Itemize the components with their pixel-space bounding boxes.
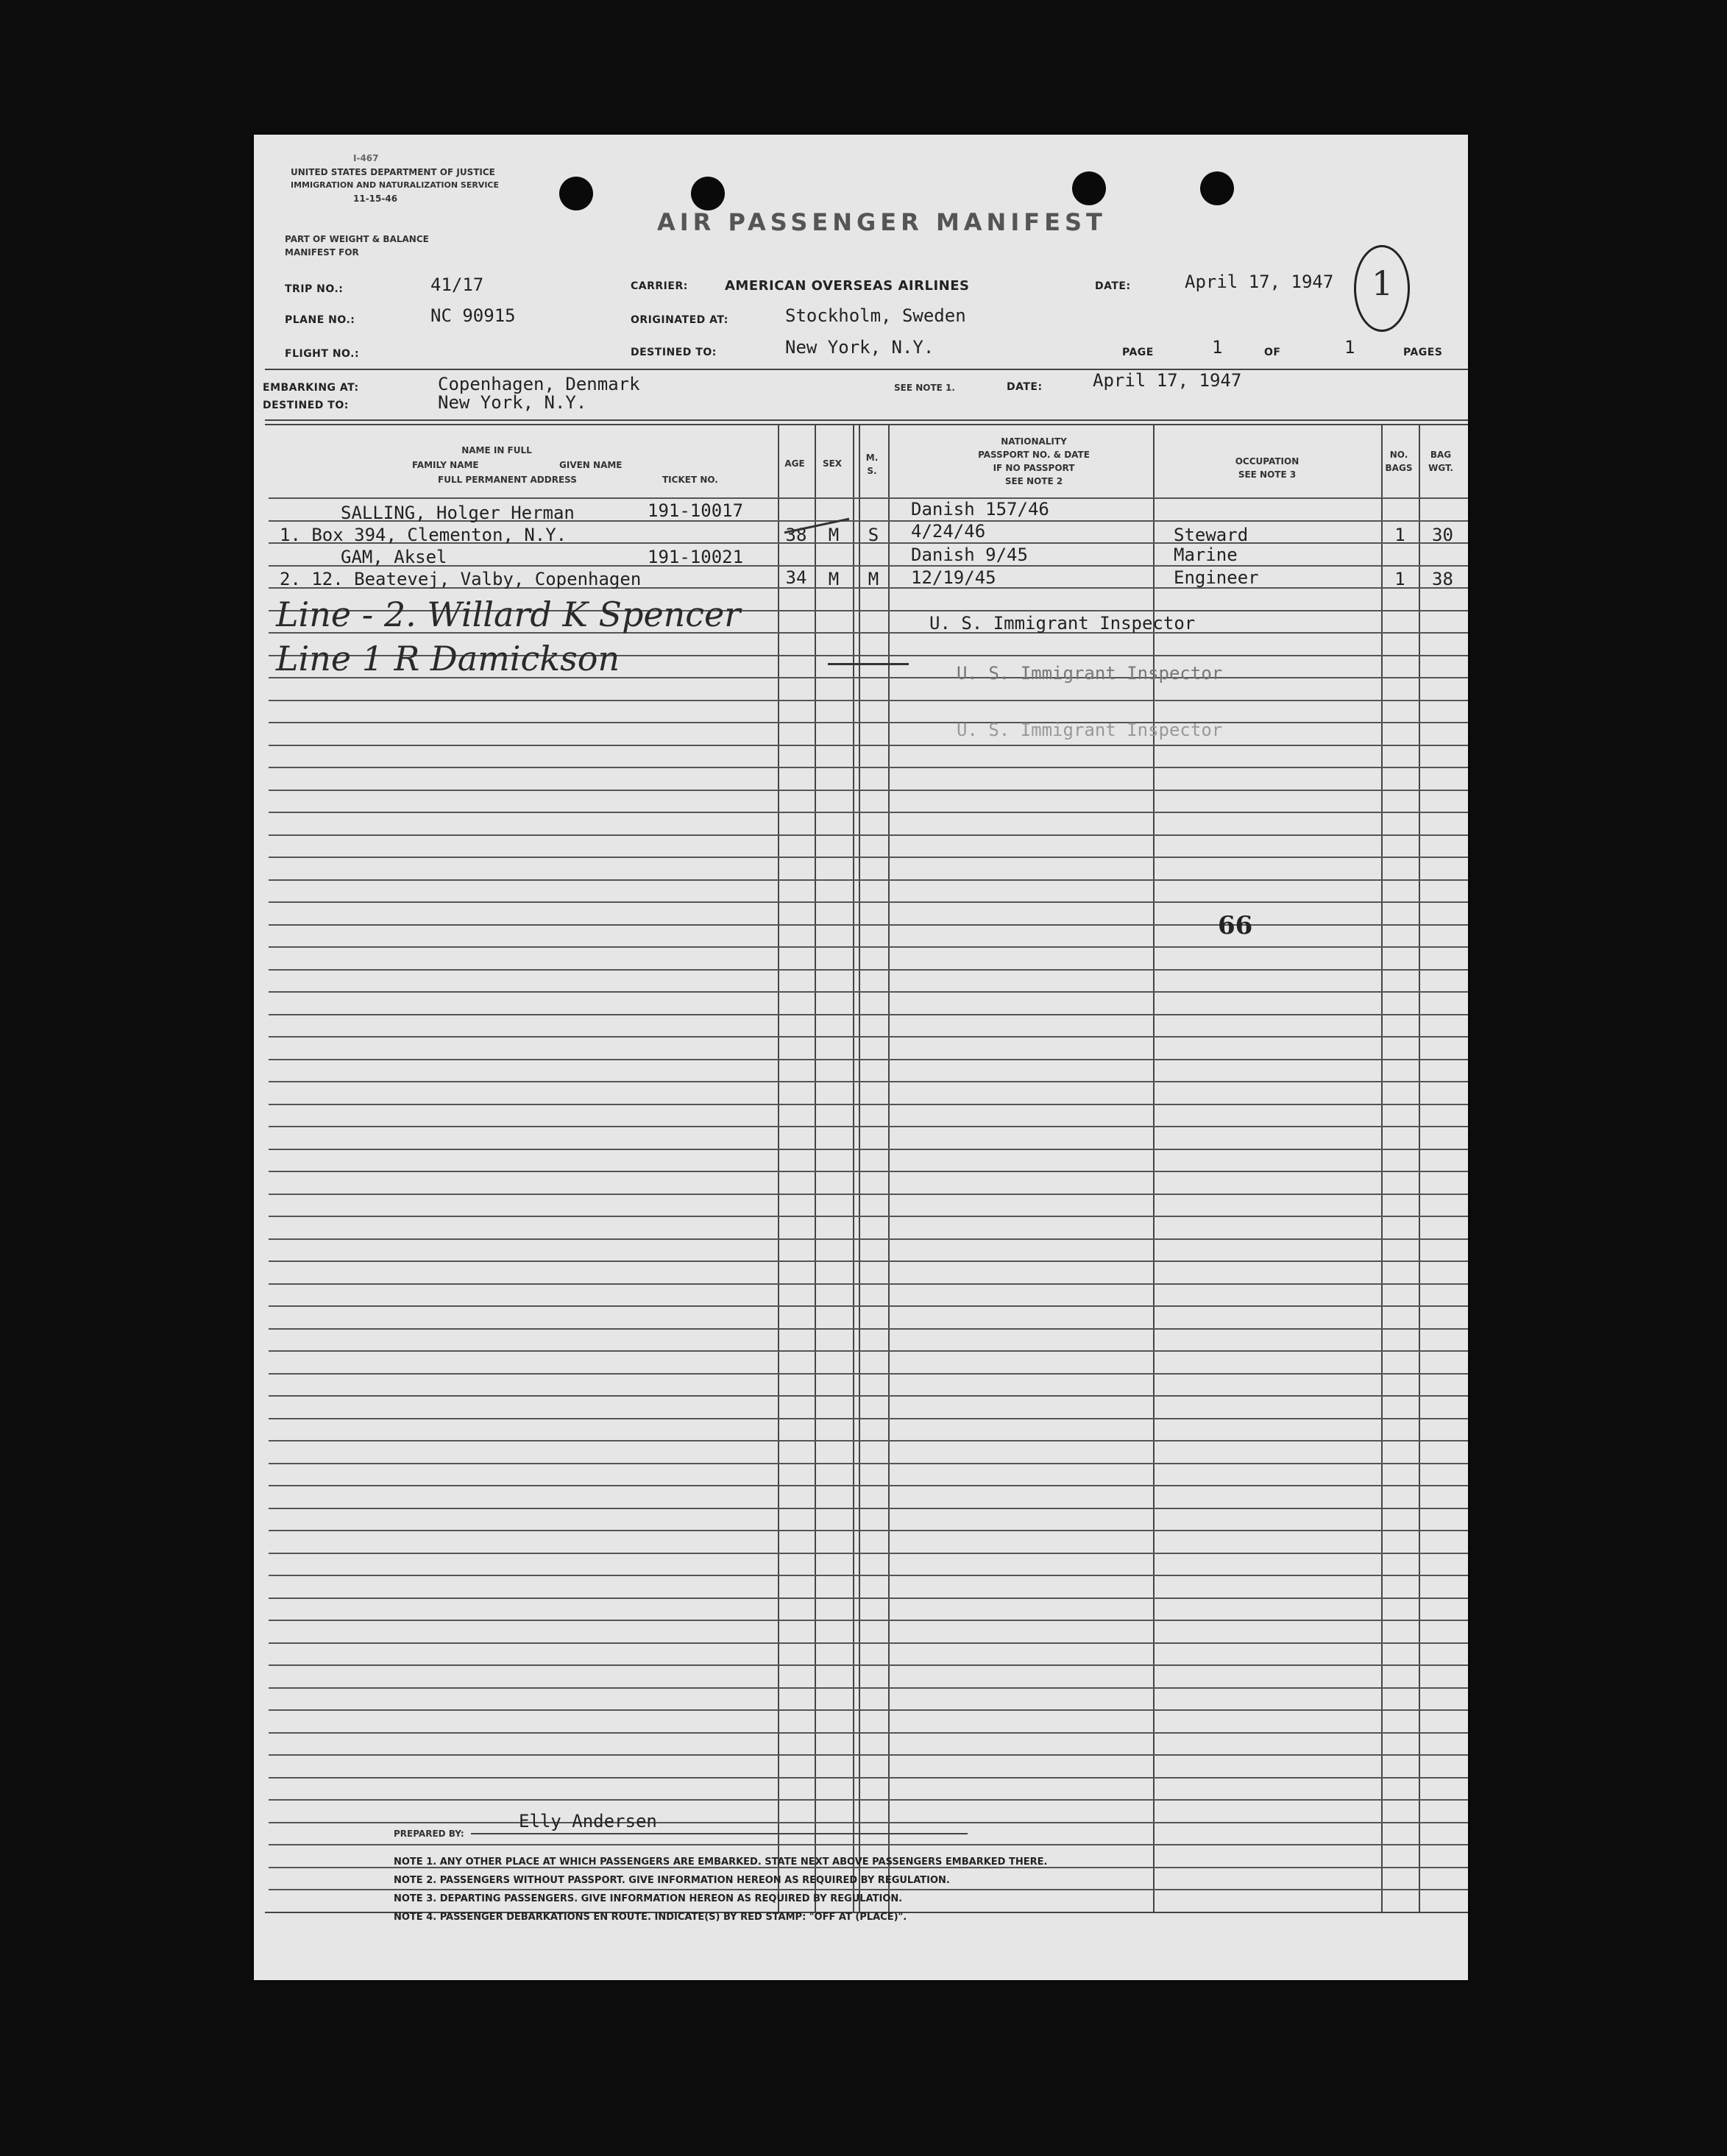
row-line — [269, 1889, 1468, 1890]
row-line — [269, 1732, 1468, 1734]
passenger-2-weight: 38 — [1432, 569, 1453, 589]
col-header-nat-2: PASSPORT NO. & DATE — [978, 450, 1090, 460]
passenger-2-marital: M — [868, 569, 879, 589]
passenger-1-address: 1. Box 394, Clementon, N.Y. — [280, 525, 567, 545]
punch-hole — [691, 177, 725, 210]
row-line — [269, 790, 1468, 791]
col-header-bags-2: BAGS — [1385, 463, 1413, 473]
passenger-1-passport: Danish 157/46 — [911, 499, 1049, 520]
handwritten-annotation-1: Line - 2. Willard K Spencer — [276, 595, 741, 634]
row-line — [269, 1844, 1468, 1845]
punch-hole — [559, 177, 593, 210]
row-line — [269, 1238, 1468, 1240]
row-line — [269, 1194, 1468, 1195]
row-line — [269, 1305, 1468, 1307]
row-line — [269, 745, 1468, 746]
row-line — [269, 1328, 1468, 1330]
row-line — [269, 497, 1468, 499]
row-line — [269, 1709, 1468, 1711]
embark-date-label: DATE: — [1007, 381, 1043, 393]
row-line — [269, 1440, 1468, 1442]
strike-mark — [828, 663, 909, 665]
passenger-2-name: GAM, Aksel — [341, 547, 447, 567]
col-header-ms-2: S. — [867, 466, 877, 476]
col-header-age: AGE — [784, 458, 805, 469]
row-line — [269, 1126, 1468, 1127]
col-header-bags-1: NO. — [1389, 450, 1408, 460]
row-line — [269, 812, 1468, 813]
form-number: I-467 — [353, 153, 379, 163]
see-note-label: SEE NOTE 1. — [894, 383, 955, 393]
footer-note-3: NOTE 3. DEPARTING PASSENGERS. GIVE INFORMATION HEREON AS REQUIRED BY REGULATION. — [394, 1893, 903, 1904]
row-line — [269, 1508, 1468, 1509]
page-mark-number: 1 — [1372, 263, 1394, 303]
of-value: 1 — [1344, 337, 1355, 358]
col-header-ticket: TICKET NO. — [662, 475, 718, 485]
row-line — [269, 1664, 1468, 1666]
row-line — [269, 1059, 1468, 1060]
passenger-2-occupation-1: Marine — [1174, 545, 1238, 565]
row-line — [269, 1171, 1468, 1172]
of-label: OF — [1264, 347, 1281, 358]
form-date: 11-15-46 — [353, 194, 398, 204]
row-line — [269, 1777, 1468, 1779]
department-line-1: UNITED STATES DEPARTMENT OF JUSTICE — [291, 167, 495, 177]
row-line — [269, 722, 1468, 723]
row-line — [269, 1283, 1468, 1285]
pages-label: PAGES — [1403, 347, 1443, 358]
destined-label: DESTINED TO: — [631, 347, 717, 358]
row-line — [269, 834, 1468, 836]
col-header-nat-1: NATIONALITY — [1001, 436, 1067, 447]
row-line — [269, 1620, 1468, 1621]
punch-hole — [1072, 171, 1106, 205]
row-line — [269, 1395, 1468, 1397]
row-line — [269, 1754, 1468, 1756]
row-line — [269, 1598, 1468, 1599]
row-line — [269, 767, 1468, 768]
passenger-2-passport: Danish 9/45 — [911, 545, 1028, 565]
row-line — [269, 1799, 1468, 1801]
page-value: 1 — [1212, 337, 1223, 358]
part-of-line-1: PART OF WEIGHT & BALANCE — [285, 234, 429, 244]
col-divider-age — [778, 424, 779, 1912]
footer-note-2: NOTE 2. PASSENGERS WITHOUT PASSPORT. GIVE INFORMATION HEREON AS REQUIRED BY REGULATION. — [394, 1875, 950, 1886]
col-divider-occ — [1153, 424, 1155, 1912]
row-line — [269, 901, 1468, 903]
col-divider-sex — [815, 424, 816, 1912]
col-divider-bags — [1381, 424, 1383, 1912]
row-line — [269, 1418, 1468, 1419]
prepared-by-value: Elly Andersen — [519, 1811, 657, 1831]
row-line — [269, 969, 1468, 971]
row-line — [269, 946, 1468, 948]
table-top-rule-1 — [265, 419, 1468, 421]
passenger-2-age: 34 — [785, 567, 807, 588]
stamp-number: 66 — [1218, 911, 1253, 940]
passenger-2-bags: 1 — [1394, 569, 1405, 589]
table-top-rule-2 — [265, 424, 1468, 425]
col-header-address: FULL PERMANENT ADDRESS — [438, 475, 577, 485]
destined-to-value: New York, N.Y. — [438, 392, 587, 413]
handwritten-annotation-2: Line 1 R Damickson — [276, 639, 620, 678]
row-line — [269, 1485, 1468, 1486]
row-line — [269, 1687, 1468, 1689]
col-header-nat-3: IF NO PASSPORT — [993, 463, 1075, 473]
carrier-label: CARRIER: — [631, 280, 688, 292]
row-line — [269, 1014, 1468, 1015]
row-line — [269, 1216, 1468, 1217]
row-line — [269, 1642, 1468, 1644]
part-of-line-2: MANIFEST FOR — [285, 247, 359, 258]
passenger-2-address: 2. 12. Beatevej, Valby, Copenhagen — [280, 569, 642, 589]
plane-no-value: NC 90915 — [430, 305, 516, 326]
row-line — [269, 1575, 1468, 1576]
col-divider-ms-a — [853, 424, 854, 1912]
col-header-ms-1: M. — [865, 453, 879, 463]
passenger-2-occupation-2: Engineer — [1174, 567, 1259, 588]
passenger-2-ticket: 191-10021 — [648, 547, 744, 567]
punch-hole — [1200, 171, 1234, 205]
passenger-1-weight: 30 — [1432, 525, 1453, 545]
embarking-value: Copenhagen, Denmark — [438, 374, 640, 394]
passenger-1-sex: M — [828, 525, 840, 545]
row-line — [269, 1081, 1468, 1082]
department-line-2: IMMIGRATION AND NATURALIZATION SERVICE — [291, 180, 500, 190]
passenger-1-age: 38 — [785, 525, 807, 545]
row-line — [269, 1822, 1468, 1823]
page-label: PAGE — [1122, 347, 1154, 358]
col-header-nat-4: SEE NOTE 2 — [1004, 476, 1063, 486]
plane-no-label: PLANE NO.: — [285, 314, 355, 326]
passenger-1-bags: 1 — [1394, 525, 1405, 545]
col-header-occ-1: OCCUPATION — [1235, 456, 1299, 467]
row-line — [269, 924, 1468, 926]
header-rule — [265, 369, 1468, 370]
col-header-name: NAME IN FULL — [461, 445, 532, 455]
row-line — [269, 700, 1468, 701]
originated-value: Stockholm, Sweden — [785, 305, 966, 326]
row-line — [269, 1149, 1468, 1150]
col-divider-nat — [888, 424, 890, 1912]
row-line — [269, 565, 1468, 567]
row-line — [269, 1373, 1468, 1375]
inspector-stamp-1: U. S. Immigrant Inspector — [929, 613, 1196, 634]
passenger-2-passport-date: 12/19/45 — [911, 567, 996, 588]
col-header-given: GIVEN NAME — [559, 460, 623, 470]
inspector-stamp-2: U. S. Immigrant Inspector — [957, 663, 1223, 684]
footer-note-1: NOTE 1. ANY OTHER PLACE AT WHICH PASSENGERS ARE EMBARKED. STATE NEXT ABOVE PASSENGERS EMBARKED THERE. — [394, 1857, 1048, 1868]
row-line — [269, 1036, 1468, 1038]
passenger-1-marital: S — [868, 525, 879, 545]
row-line — [269, 991, 1468, 993]
carrier-value: AMERICAN OVERSEAS AIRLINES — [725, 278, 970, 294]
passenger-1-passport-date: 4/24/46 — [911, 521, 986, 542]
col-header-family: FAMILY NAME — [412, 460, 479, 470]
row-line — [269, 857, 1468, 858]
destined-value: New York, N.Y. — [785, 337, 935, 358]
footer-note-4: NOTE 4. PASSENGER DEBARKATIONS EN ROUTE. INDICATE(S) BY RED STAMP: "OFF AT (PLACE)". — [394, 1912, 907, 1923]
row-line — [269, 1104, 1468, 1105]
row-line — [269, 1350, 1468, 1352]
inspector-stamp-3: U. S. Immigrant Inspector — [957, 720, 1223, 740]
passenger-1-name: SALLING, Holger Herman — [341, 503, 575, 523]
embark-date-value: April 17, 1947 — [1093, 370, 1242, 391]
col-header-wgt-1: BAG — [1430, 450, 1452, 460]
passenger-1-occupation: Steward — [1174, 525, 1249, 545]
row-line — [269, 879, 1468, 881]
row-line — [269, 1530, 1468, 1531]
prepared-by-label: PREPARED BY: — [394, 1829, 464, 1839]
embarking-label: EMBARKING AT: — [263, 382, 359, 394]
row-line — [269, 1463, 1468, 1464]
row-line — [269, 1553, 1468, 1554]
col-header-sex: SEX — [822, 458, 843, 469]
passenger-1-ticket: 191-10017 — [648, 500, 744, 521]
page-title: AIR PASSENGER MANIFEST — [657, 208, 1107, 236]
col-header-occ-2: SEE NOTE 3 — [1238, 469, 1297, 480]
row-line — [269, 1260, 1468, 1262]
originated-label: ORIGINATED AT: — [631, 314, 728, 326]
col-divider-wgt — [1419, 424, 1420, 1912]
col-header-wgt-2: WGT. — [1428, 463, 1453, 473]
col-divider-ms-b — [859, 424, 860, 1912]
date-label: DATE: — [1095, 280, 1131, 292]
trip-no-label: TRIP NO.: — [285, 283, 344, 295]
destined-to-label: DESTINED TO: — [263, 400, 349, 411]
trip-no-value: 41/17 — [430, 274, 484, 295]
prepared-by-line — [471, 1833, 968, 1834]
passenger-2-sex: M — [828, 569, 840, 589]
flight-no-label: FLIGHT NO.: — [285, 348, 360, 360]
date-value: April 17, 1947 — [1185, 272, 1334, 292]
manifest-sheet — [254, 135, 1468, 1980]
